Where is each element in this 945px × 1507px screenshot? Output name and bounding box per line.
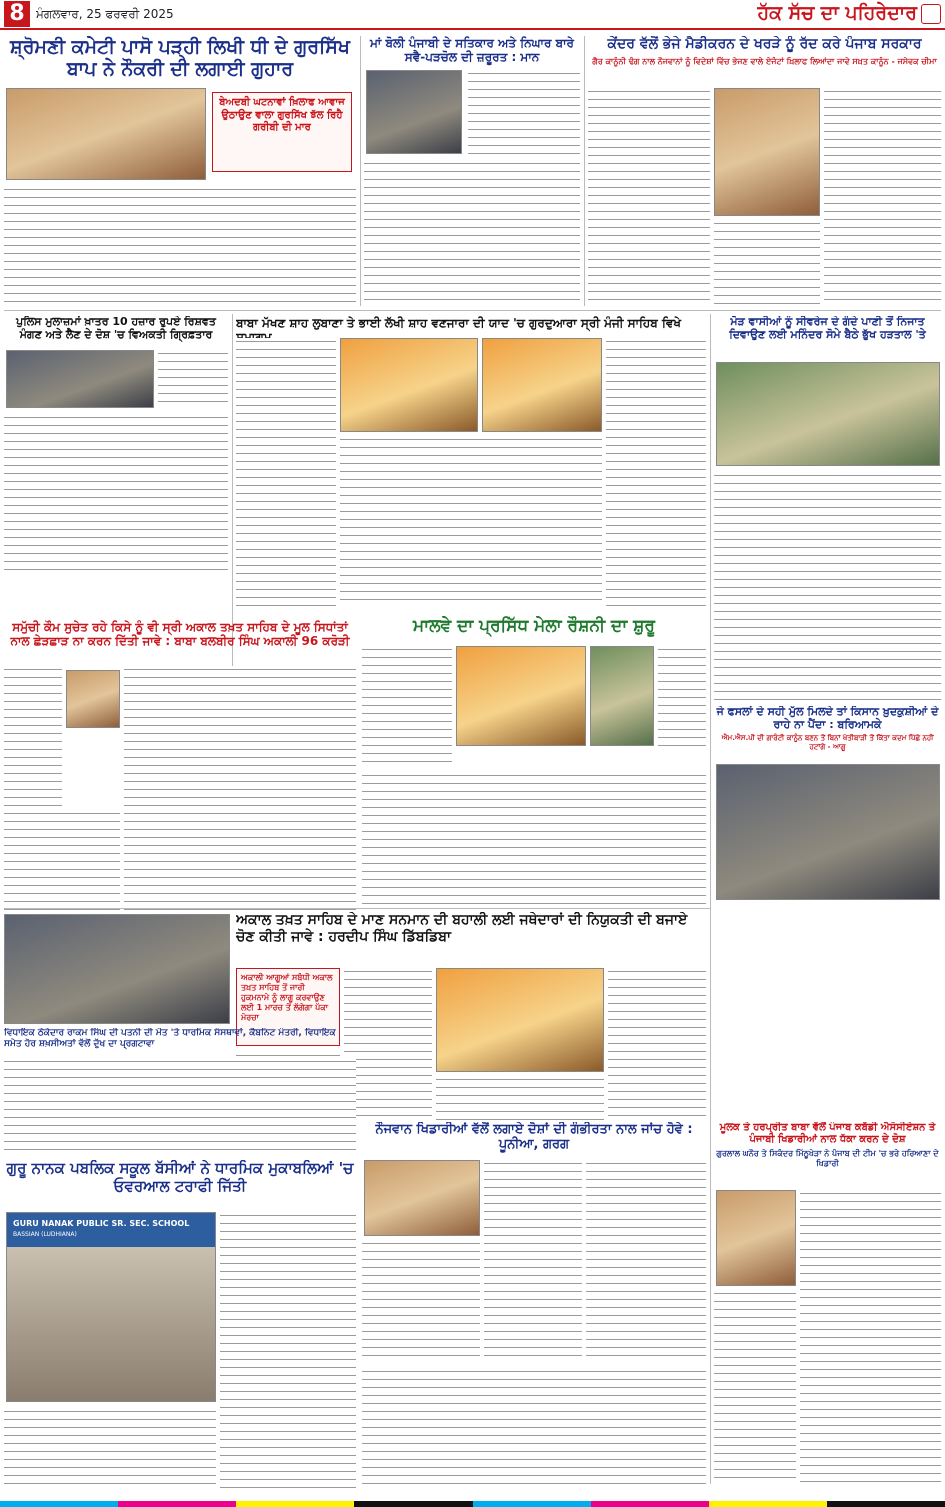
headline: ਕੇਂਦਰ ਵੱਲੋਂ ਭੇਜੇ ਮੈਡੀਕਰਨ ਦੇ ਖਰੜੇ ਨੂੰ ਰੱਦ ਕਰੇ ਪੰਜਾਬ ਸਰਕਾਰ — [607, 36, 922, 52]
article-body — [362, 772, 706, 906]
story-photo — [714, 88, 820, 216]
story-school-trophy — [4, 1160, 356, 1490]
story-farmers-msp — [714, 706, 941, 904]
article-body — [714, 472, 941, 701]
story-photo — [716, 362, 940, 466]
column-rule — [360, 36, 361, 306]
masthead — [0, 0, 945, 30]
headline: ਜੇ ਫਸਲਾਂ ਦੇ ਸਹੀ ਮੁੱਲ ਮਿਲਦੇ ਤਾਂ ਕਿਸਾਨ ਖ਼ੁਦਕੁਸ਼ੀਆਂ ਦੇ ਰਾਹੇ ਨਾ ਪੈਂਦਾ : ਬਰਿਆਮਕੇ — [716, 706, 939, 731]
article-body — [124, 666, 356, 910]
school-banner-sub: BASSIAN (LUDHIANA) — [13, 1231, 77, 1238]
article-body — [364, 160, 580, 306]
story-sewerage-hunger-strike — [714, 316, 941, 701]
article-body — [714, 220, 820, 306]
story-photo — [436, 968, 604, 1072]
row-rule — [4, 908, 710, 909]
article-body — [158, 350, 228, 408]
article-body — [344, 968, 432, 1122]
story-mela-roshni — [362, 616, 706, 906]
article-body — [220, 1212, 356, 1490]
story-photo — [456, 646, 586, 746]
headline: ਗੁਰੂ ਨਾਨਕ ਪਬਲਿਕ ਸਕੂਲ ਬੱਸੀਆਂ ਨੇ ਧਾਰਮਿਕ ਮੁਕਾਬਲਿਆਂ 'ਚ ਓਵਰਆਲ ਟਰਾਫੀ ਜਿੱਤੀ — [6, 1160, 354, 1195]
story-makhan-shah-samagam — [236, 316, 706, 606]
headline: ਸ਼੍ਰੋਮਣੀ ਕਮੇਟੀ ਪਾਸੋ ਪੜ੍ਹੀ ਲਿਖੀ ਧੀ ਦੇ ਗੁਰਸਿੱਖ ਬਾਪ ਨੇ ਨੌਕਰੀ ਦੀ ਲਗਾਈ ਗੁਹਾਰ — [10, 36, 350, 81]
school-banner: GURU NANAK PUBLIC SR. SEC. SCHOOL — [13, 1219, 190, 1228]
headline: ਮੋੜ ਵਾਸੀਆਂ ਨੂੰ ਸੀਵਰੇਜ ਦੇ ਗੰਦੇ ਪਾਣੀ ਤੋਂ ਨਿਜਾਤ ਦਿਵਾਉਣ ਲਈ ਮਨਿੰਦਰ ਸੋਮੇ ਬੈਠੇ ਭੁੱਖ ਹੜਤਾਲ 'ਤੇ — [729, 316, 926, 341]
story-photo — [366, 70, 462, 154]
story-police-bribe — [4, 316, 228, 571]
story-gurusikh — [4, 36, 356, 306]
article-body — [436, 1076, 604, 1122]
callout-text: ਅਕਾਲੀ ਆਗੂਆਂ ਸਬੰਧੀ ਅਕਾਲ ਤਖ਼ਤ ਸਾਹਿਬ ਤੋਂ ਜਾਰੀ ਹੁਕਮਨਾਮੇ ਨੂੰ ਲਾਗੂ ਕਰਵਾਉਣ ਲਈ 1 ਮਾਰਚ ਤੋਂ ਲੱਗੇਗਾ ਪੱਕਾ ਮੋਰਚਾ — [241, 973, 333, 1022]
story-medical-draft — [588, 36, 941, 306]
article-body — [658, 646, 706, 746]
column-rule — [710, 314, 711, 1484]
story-akal-takht-principles — [4, 620, 356, 910]
article-body — [824, 88, 941, 306]
portrait-photo — [66, 670, 120, 728]
article-body — [586, 1160, 706, 1360]
article-body — [362, 1240, 480, 1360]
portrait-photo — [716, 1190, 796, 1286]
article-body — [606, 338, 706, 606]
subhead: ਗੁਰਲਾਲ ਘਨੌਰ ਤੇ ਸਿਕੰਦਰ ਮਿੱਠੂਖੇੜਾ ਨੇ ਪੰਜਾਬ ਦੀ ਟੀਮ 'ਚ ਭਰੇ ਹਰਿਆਣਾ ਦੇ ਖਿਡਾਰੀ — [716, 1148, 939, 1168]
story-kabaddi-association — [714, 1122, 941, 1484]
headline: ਵਿਧਾਇਕ ਠੇਕੇਦਾਰ ਰਾਕਮ ਸਿੰਘ ਦੀ ਪਤਨੀ ਦੀ ਮੌਤ 'ਤੇ ਧਾਰਮਿਕ ਸੰਸਥਾਵਾਂ, ਕੈਬਨਿਟ ਮੰਤਰੀ, ਵਿਧਾਇਕ ਸਮੇਤ ਹੋਰ ਸ਼ਖ਼ਸੀਅਤਾਂ ਵੱਲੋਂ ਦੁੱਖ ਦਾ ਪ੍ਰਗਟਾਵਾ — [4, 1028, 336, 1049]
article-body — [608, 968, 706, 1122]
article-body — [484, 1160, 582, 1360]
story-mla-condolence — [4, 1028, 356, 1152]
article-body — [236, 338, 336, 606]
issue-date: ਮੰਗਲਵਾਰ, 25 ਫਰਵਰੀ 2025 — [36, 7, 174, 21]
story-photo — [716, 764, 940, 900]
column-rule — [584, 36, 585, 306]
callout-box — [212, 92, 352, 172]
story-photo — [6, 350, 154, 408]
headline: ਮਾਂ ਬੋਲੀ ਪੰਜਾਬੀ ਦੇ ਸਤਿਕਾਰ ਅਤੇ ਨਿਘਾਰ ਬਾਰੇ ਸਵੈ-ਪੜਚੋਲ ਦੀ ਜ਼ਰੂਰਤ : ਮਾਨ — [370, 36, 574, 65]
row-rule — [4, 310, 941, 311]
article-body — [4, 1058, 356, 1152]
newspaper-brand: ਹੱਕ ਸੱਚ ਦਾ ਪਹਿਰੇਦਾਰ — [757, 2, 917, 24]
headline: ਬਾਬਾ ਮੱਖਣ ਸ਼ਾਹ ਲੁਬਾਣਾ ਤੇ ਭਾਈ ਲੱਖੀ ਸ਼ਾਹ ਵਣਜਾਰਾ ਦੀ ਯਾਦ 'ਚ ਗੁਰਦੁਆਰਾ ਸ੍ਰੀ ਮੰਜੀ ਸਾਹਿਬ ਵਿਖੇ — [236, 316, 681, 330]
headline: ਪੁਲਿਸ ਮੁਲਾਜ਼ਮਾਂ ਖ਼ਾਤਰ 10 ਹਜ਼ਾਰ ਰੁਪਏ ਰਿਸ਼ਵਤ ਮੰਗਣ ਅਤੇ ਲੈਣ ਦੇ ਦੋਸ਼ 'ਚ ਵਿਅਕਤੀ ਗ੍ਰਿਫ਼ਤਾਰ — [16, 316, 216, 341]
headline: ਮਾਲਵੇ ਦਾ ਪ੍ਰਸਿੱਧ ਮੇਲਾ ਰੌਸ਼ਨੀ ਦਾ ਸ਼ੁਰੂ — [413, 616, 655, 636]
article-body — [468, 70, 580, 154]
article-body — [4, 1408, 216, 1490]
article-body — [4, 414, 228, 571]
story-photo — [6, 88, 206, 180]
callout-text: ਬੇਅਦਬੀ ਘਟਨਾਵਾਂ ਖ਼ਿਲਾਫ ਆਵਾਜ ਉਠਾਉਣ ਵਾਲਾ ਗੁਰਸਿੱਖ ਝੱਲ ਰਿਹੈ ਗਰੀਬੀ ਦੀ ਮਾਰ — [219, 97, 345, 133]
subhead: ਐਮ.ਐਸ.ਪੀ ਦੀ ਗਾਰੰਟੀ ਕਾਨੂੰਨ ਬਣਨ ਤੋਂ ਬਿਨਾਂ ਖੇਤੀਬਾੜੀ ਤੋਂ ਕਿੱਤਾ ਕਦਮ ਪਿੱਛੇ ਨਹੀਂ ਹਟਾਂਗੇ - ਆਗੂ — [721, 733, 934, 751]
headline: ਸਮੁੱਚੀ ਕੌਮ ਸੁਚੇਤ ਰਹੇ ਕਿਸੇ ਨੂੰ ਵੀ ਸ੍ਰੀ ਅਕਾਲ ਤਖ਼ਤ ਸਾਹਿਬ ਦੇ ਮੂਲ ਸਿਧਾਂਤਾਂ ਨਾਲ ਛੇੜਛਾੜ ਨਾ ਕਰਨ ਦਿੱਤੀ ਜਾਵੇ : ਬਾਬਾ ਬਲਬੀਰ ਸਿੰਘ ਅਕਾਲੀ 96 ਕਰੋੜੀ — [10, 620, 350, 649]
story-photo — [364, 1160, 480, 1236]
story-players-allegations — [362, 1122, 706, 1362]
print-color-bar — [0, 1501, 945, 1507]
school-photo — [6, 1212, 216, 1402]
story-photo — [4, 914, 230, 1024]
brand-logo-icon — [921, 4, 941, 24]
story-photo — [590, 646, 654, 746]
article-body — [4, 666, 62, 806]
article-body — [362, 646, 452, 766]
article-body — [588, 88, 710, 306]
headline: ਨੌਜਵਾਨ ਖਿਡਾਰੀਆਂ ਵੱਲੋਂ ਲਗਾਏ ਦੋਸ਼ਾਂ ਦੀ ਗੰਭੀਰਤਾ ਨਾਲ ਜਾਂਚ ਹੋਵੇ : ਪੂਨੀਆ, ਗਰਗ — [375, 1122, 693, 1153]
article-body — [4, 810, 120, 910]
story-punjabi-language — [364, 36, 580, 306]
subhead: ਗੈਰ ਕਾਨੂੰਨੀ ਢੰਗ ਨਾਲ ਨੌਜਵਾਨਾਂ ਨੂੰ ਵਿਦੇਸ਼ਾਂ ਵਿੱਚ ਭੇਜਣ ਵਾਲੇ ਏਜੰਟਾਂ ਖ਼ਿਲਾਫ ਲਿਆਂਦਾ ਜਾਵੇ ਸਖ਼ਤ ਕਾਨੂੰਨ - ਜਸੇਵਕ ਚੀਮਾ — [592, 56, 937, 66]
article-body — [714, 1290, 796, 1484]
headline: ਮੂਲਕ ਤੇ ਹਰਪ੍ਰੀਤ ਬਾਬਾ ਵੱਲੋਂ ਪੰਜਾਬ ਕਬੱਡੀ ਐਸੋਸੀਏਸ਼ਨ ਤੇ ਪੰਜਾਬੀ ਖਿਡਾਰੀਆਂ ਨਾਲ ਧੱਕਾ ਕਰਨ ਦੇ ਦੋਸ਼ — [719, 1122, 936, 1145]
article-body — [4, 186, 356, 304]
article-body — [340, 436, 602, 606]
article-body — [362, 1368, 706, 1484]
article-body — [800, 1190, 941, 1484]
story-photo — [482, 338, 602, 432]
headline: ਅਕਾਲ ਤਖ਼ਤ ਸਾਹਿਬ ਦੇ ਮਾਣ ਸਨਮਾਨ ਦੀ ਬਹਾਲੀ ਲਈ ਜਥੇਦਾਰਾਂ ਦੀ ਨਿਯੁਕਤੀ ਦੀ ਬਜਾਏ ਚੋਣ ਕੀਤੀ ਜਾਵੇ : ਹਰਦੀਪ ਸਿੰਘ ਡਿੱਬਡਿਬਾ — [236, 912, 688, 945]
page-number: 8 — [4, 1, 30, 27]
story-photo — [340, 338, 478, 432]
